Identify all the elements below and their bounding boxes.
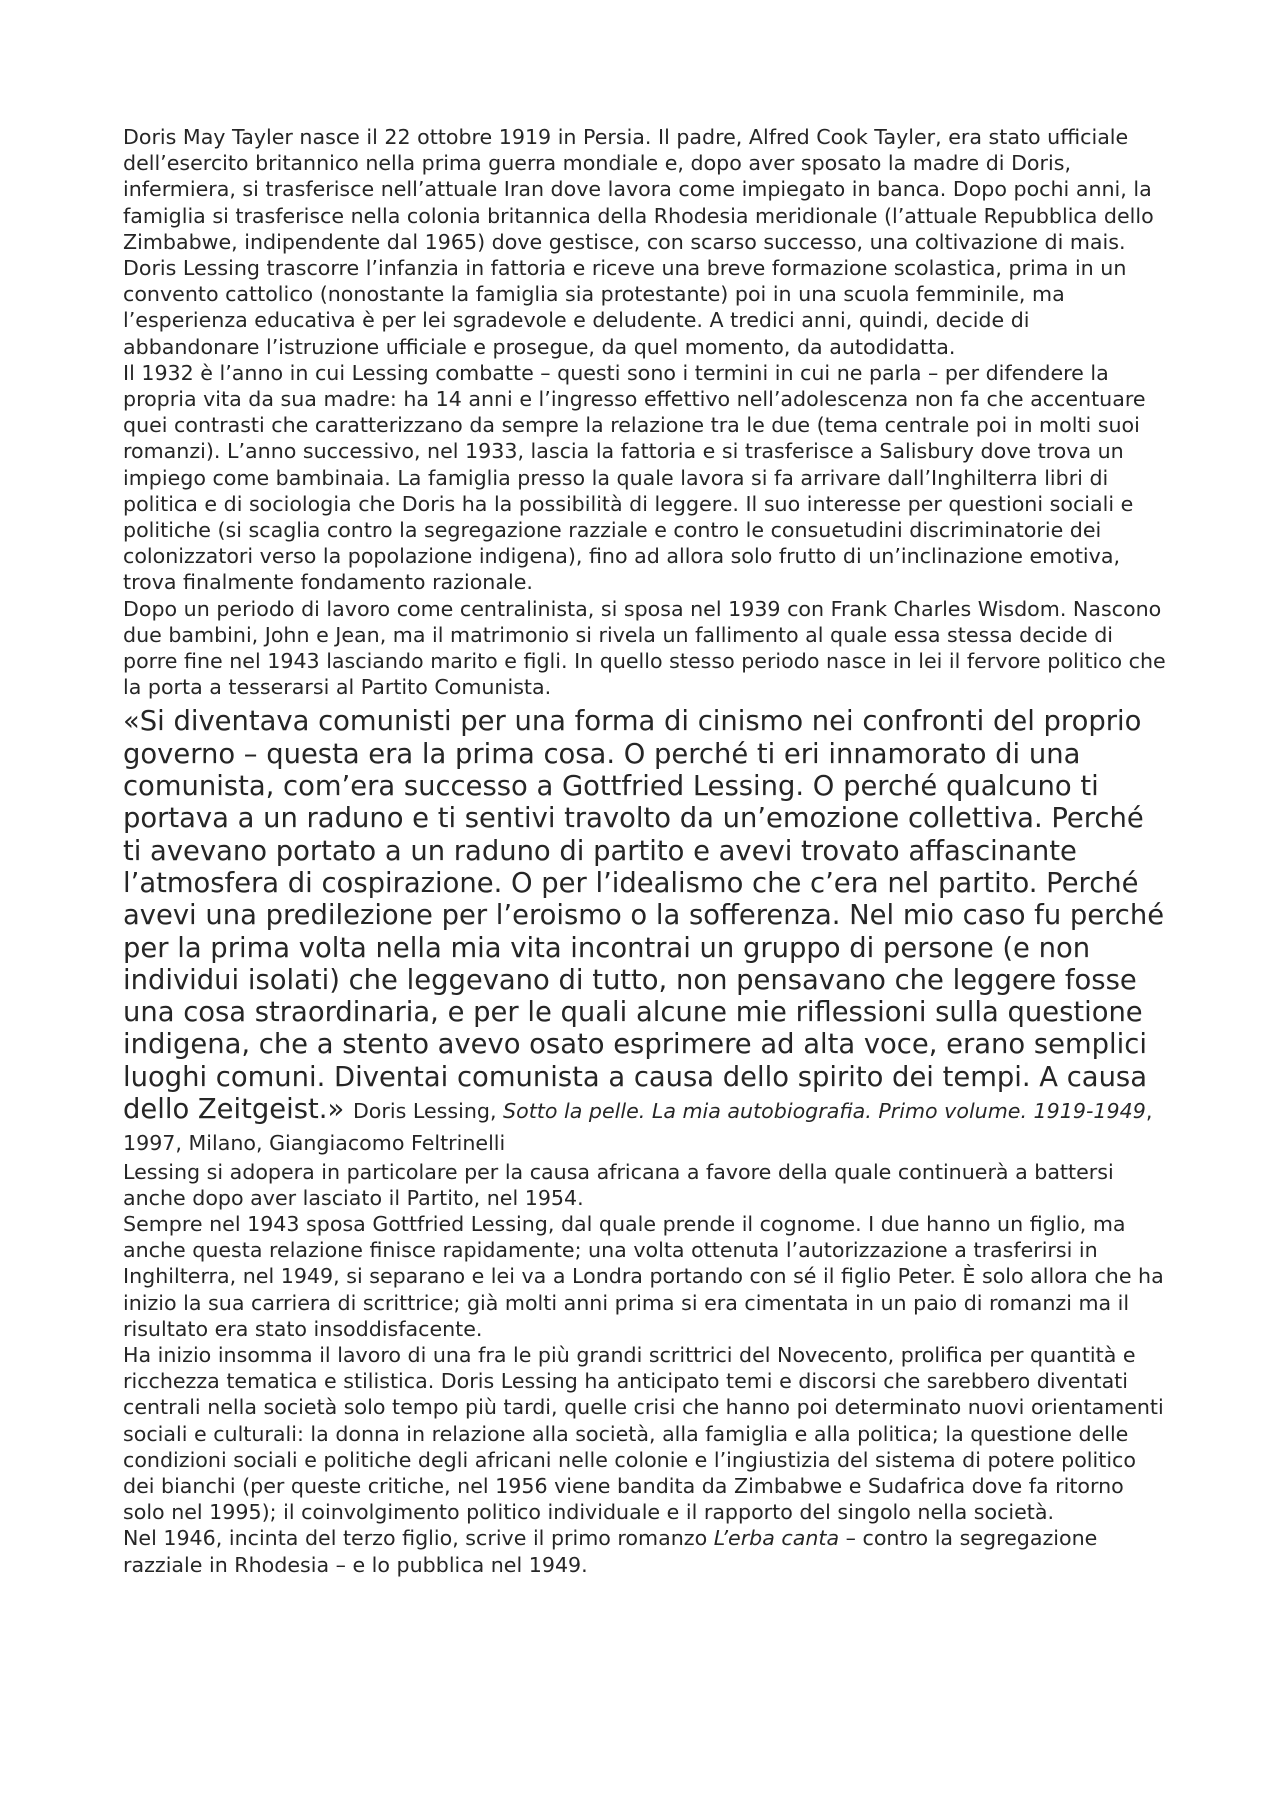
paragraph-african-cause: Lessing si adopera in particolare per la causa africana a favore della quale continuerà a battersi anche dopo aver lasciato il Partito, nel 1954. [123, 1159, 1114, 1210]
paragraph-second-marriage: Sempre nel 1943 sposa Gottfried Lessing, dal quale prende il cognome. I due hanno un figlio, ma anche questa relazione finisce rapidamente; una volta ottenuta l’autorizzazione a trasferirsi in Inghilterra, nel 1949, si separano e lei va a Londra portando con sé il figlio Peter. È solo allora che ha inizio la sua carriera di scrittrice; già molti anni prima si era cimentata in un paio di romanzi ma il risultato era stato insoddisfacente. [123, 1212, 1164, 1341]
paragraph-early-life: Doris May Tayler nasce il 22 ottobre 1919 in Persia. Il padre, Alfred Cook Tayler, era stato ufficiale dell’esercito britannico nella prima guerra mondiale e, dopo aver sposato la madre di Doris, infermiera, si trasferisce nell’attuale Iran dove lavora come impiegato in banca. Dopo pochi anni, la famiglia si trasferisce nella colonia britannica della Rhodesia meridionale (l’attuale Repubblica dello Zimbabwe, indipendente dal 1965) dove gestisce, con scarso successo, una coltivazione di mais. Doris Lessing trascorre l’infanzia in fattoria e riceve una breve formazione scolastica, prima in un convento cattolico (nonostante la famiglia sia protestante) poi in una scuola femminile, ma l’esperienza educativa è per lei sgradevole e deludente. A tredici anni, quindi, decide di abbandonare l’istruzione ufficiale e prosegue, da quel momento, da autodidatta. [123, 125, 1154, 359]
first-novel-before: Nel 1946, incinta del terzo figlio, scrive il primo romanzo [123, 1526, 714, 1551]
quote-book-title: Sotto la pelle. La mia autobiografia. Primo volume. 1919-1949 [503, 1099, 1146, 1124]
quote-details: , 1997, Milano, Giangiacomo Feltrinelli [123, 1099, 1153, 1156]
quote-text: «Si diventava comunisti per una forma di cinismo nei confronti del proprio governo – questa era la prima cosa. O perché ti eri innamorato di una comunista, com’era successo a Gottfried Lessing. O perché qualcuno ti portava a un raduno e ti sentivi travolto da un’emozione collettiva. Perché ti avevano portato a un raduno di partito e avevi trovato affascinante l’atmosfera di cospirazione. O per l’idealismo che c’era nel partito. Perché avevi una predilezione per l’eroismo o la sofferenza. Nel mio caso fu perché per la prima volta nella mia vita incontrai un gruppo di persone (e non individui isolati) che leggevano di tutto, non pensavano che leggere fosse una cosa straordinaria, e per le quali alcune mie riflessioni sulla questione indigena, che a stento avevo osato esprimere ad alta voce, erano semplici luoghi comuni. Diventai comunista a causa dello spirito dei tempi. A causa dello Zeitgeist.» [123, 706, 1165, 1126]
quote-author: Doris Lessing, [352, 1099, 497, 1124]
first-novel-title: L’erba canta [713, 1526, 840, 1551]
paragraph-career: Ha inizio insomma il lavoro di una fra le più grandi scrittrici del Novecento, prolifica per quantità e ricchezza tematica e stilistica. Doris Lessing ha anticipato temi e discorsi che sarebbero diventati centrali nella società solo tempo più tardi, quelle crisi che hanno poi determinato nuovi orientamenti sociali e culturali: la donna in relazione alla società, alla famiglia e alla politica; la questione delle condizioni sociali e politiche degli africani nelle colonie e l’ingiustizia del sistema di potere politico dei bianchi (per queste critiche, nel 1956 viene bandita da Zimbabwe e Sudafrica dove fa ritorno solo nel 1995); il coinvolgimento politico individuale e il rapporto del singolo nella società. [123, 1343, 1164, 1525]
paragraph-1932: Il 1932 è l’anno in cui Lessing combatte – questi sono i termini in cui ne parla – per difendere la propria vita da sua madre: ha 14 anni e l’ingresso effettivo nell’adolescenza non fa che accentuare quei contrasti che caratterizzano da sempre la relazione tra le due (tema centrale poi in molti suoi romanzi). L’anno successivo, nel 1933, lascia la fattoria e si trasferisce a Salisbury dove trova un impiego come bambinaia. La famiglia presso la quale lavora si fa arrivare dall’Inghilterra libri di politica e di sociologia che Doris ha la possibilità di leggere. Il suo interesse per questioni sociali e politiche (si scaglia contro la segregazione razziale e contro le consuetudini discriminatorie dei colonizzatori verso la popolazione indigena), fino ad allora solo frutto di un’inclinazione emotiva, trova finalmente fondamento razionale. [123, 360, 1146, 595]
blockquote [123, 706, 1169, 1158]
first-novel-after: – contro la segregazione razziale in Rhodesia – e lo pubblica nel 1949. [123, 1526, 1098, 1577]
paragraph-first-novel [123, 1525, 1169, 1577]
paragraph-marriage: Dopo un periodo di lavoro come centralinista, si sposa nel 1939 con Frank Charles Wisdom. Nascono due bambini, John e Jean, ma il matrimonio si rivela un fallimento al quale essa stessa decide di porre fine nel 1943 lasciando marito e figli. In quello stesso periodo nasce in lei il fervore politico che la porta a tesserarsi al Partito Comunista. [123, 596, 1166, 700]
document-page [123, 124, 1169, 1578]
